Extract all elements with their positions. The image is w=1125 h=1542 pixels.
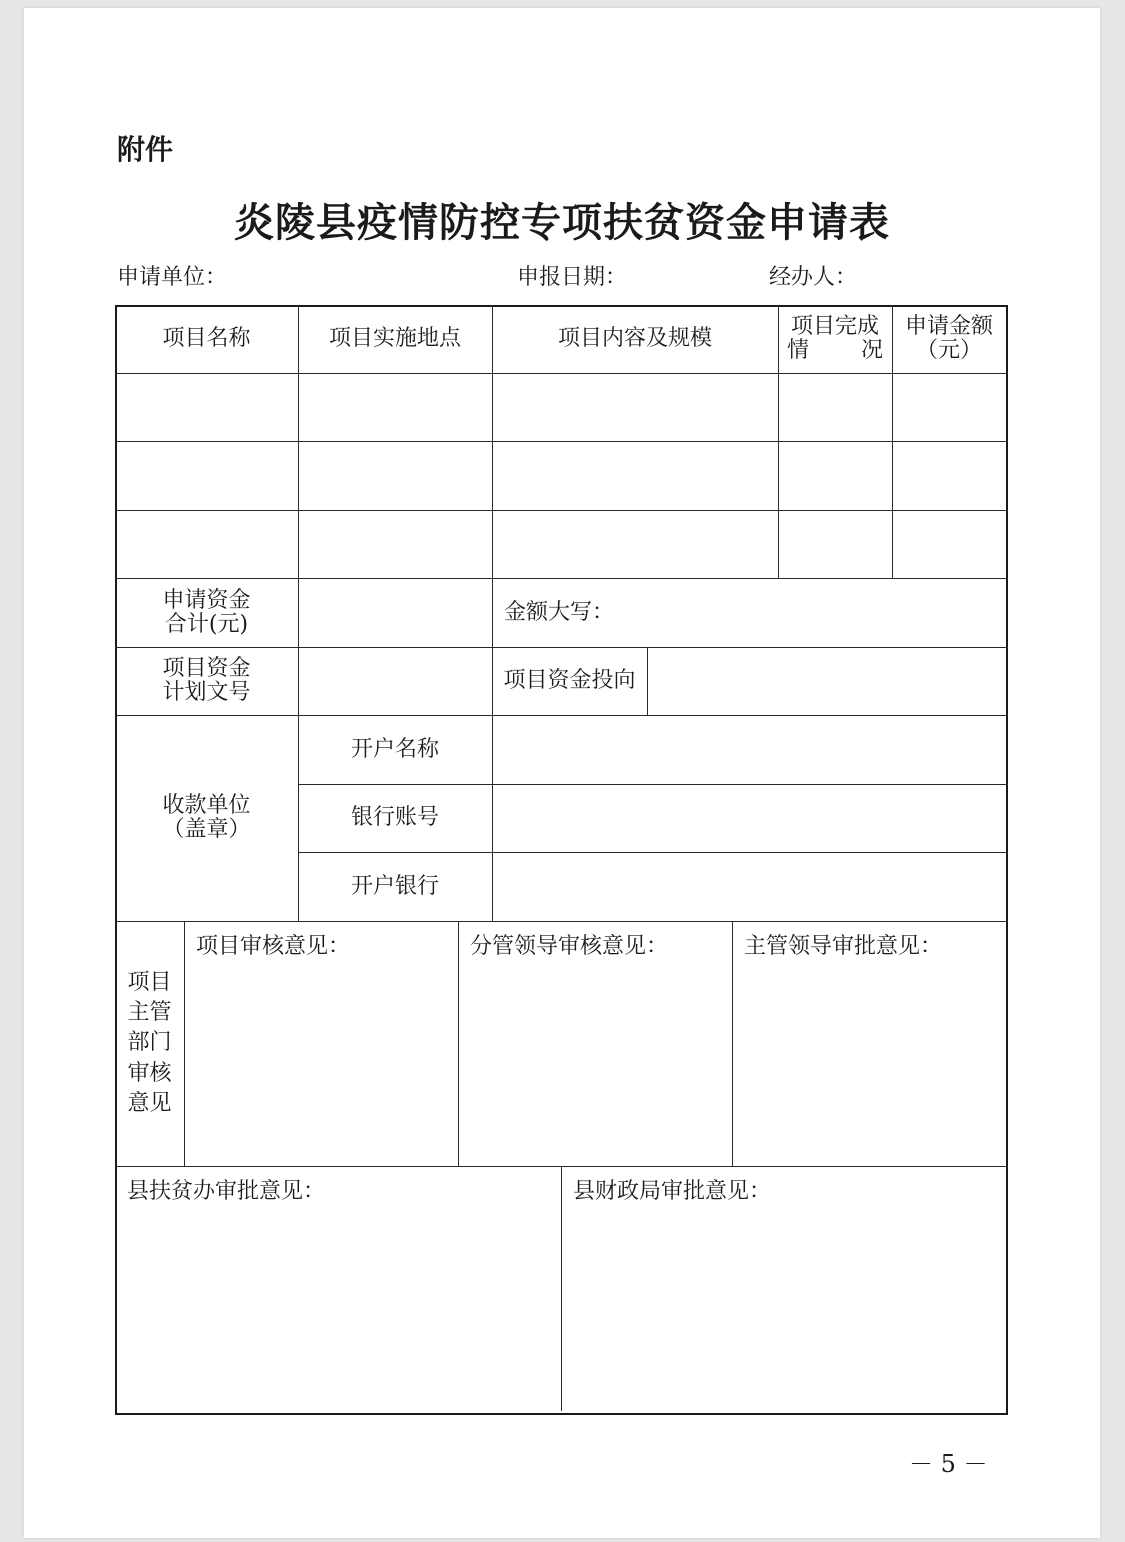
fund-direction-label: 项目资金投向	[503, 668, 636, 694]
finance-bureau-approval-label: 县财政局审批意见：	[573, 1179, 772, 1204]
header-content-scale: 项目内容及规模	[557, 326, 712, 352]
handler-label: 经办人：	[769, 265, 858, 290]
payee-line2: （盖章）	[162, 817, 251, 842]
document-page	[24, 8, 1100, 1538]
column-divider	[647, 647, 648, 715]
attachment-label: 附件	[117, 133, 174, 166]
header-completion-char-b: 况	[860, 338, 883, 363]
page-number: － 5 －	[909, 1450, 988, 1478]
bank-account-label: 银行账号	[350, 805, 439, 831]
applicant-unit-label: 申请单位：	[117, 265, 228, 290]
header-completion-line1: 项目完成	[790, 314, 879, 340]
plan-doc-line2: 计划文号	[162, 680, 251, 705]
payee-label	[115, 715, 298, 921]
plan-doc-line1: 项目资金	[162, 656, 251, 682]
amount-in-words-label: 金额大写：	[504, 599, 615, 625]
header-amount	[892, 305, 1006, 373]
leader-review-label: 分管领导审核意见：	[470, 934, 669, 959]
chief-approval-label: 主管领导审批意见：	[744, 934, 943, 959]
application-table	[115, 305, 1008, 1415]
header-amount-line1: 申请金额	[904, 314, 993, 340]
project-review-label: 项目审核意见：	[196, 934, 351, 959]
dept-review-char: 意见	[127, 1091, 172, 1117]
poverty-office-approval-label: 县扶贫办审批意见：	[127, 1179, 326, 1204]
dept-review-char: 项目	[127, 969, 172, 995]
dept-review-char: 部门	[127, 1030, 172, 1056]
header-amount-line2: （元）	[915, 338, 982, 363]
header-completion	[778, 305, 892, 373]
plan-doc-label	[115, 647, 298, 715]
report-date-label: 申报日期：	[517, 265, 628, 290]
dept-review-label	[115, 921, 184, 1166]
row-divider	[115, 510, 1008, 511]
payee-line1: 收款单位	[162, 793, 251, 819]
total-amount-line1: 申请资金	[162, 587, 251, 613]
header-completion-char-a: 情	[787, 338, 810, 363]
dept-review-char: 主管	[127, 999, 172, 1025]
total-amount-line2: 合计(元)	[164, 611, 249, 637]
bank-name-label: 开户银行	[350, 873, 439, 899]
row-divider	[115, 373, 1008, 374]
total-amount-label	[115, 578, 298, 647]
header-project-name: 项目名称	[162, 326, 251, 352]
account-name-label: 开户名称	[350, 736, 439, 762]
page-title: 炎陵县疫情防控专项扶贫资金申请表	[234, 199, 890, 246]
header-completion-line2	[787, 339, 883, 363]
header-location: 项目实施地点	[328, 326, 461, 352]
dept-review-char: 审核	[127, 1060, 172, 1086]
row-divider	[115, 441, 1008, 442]
